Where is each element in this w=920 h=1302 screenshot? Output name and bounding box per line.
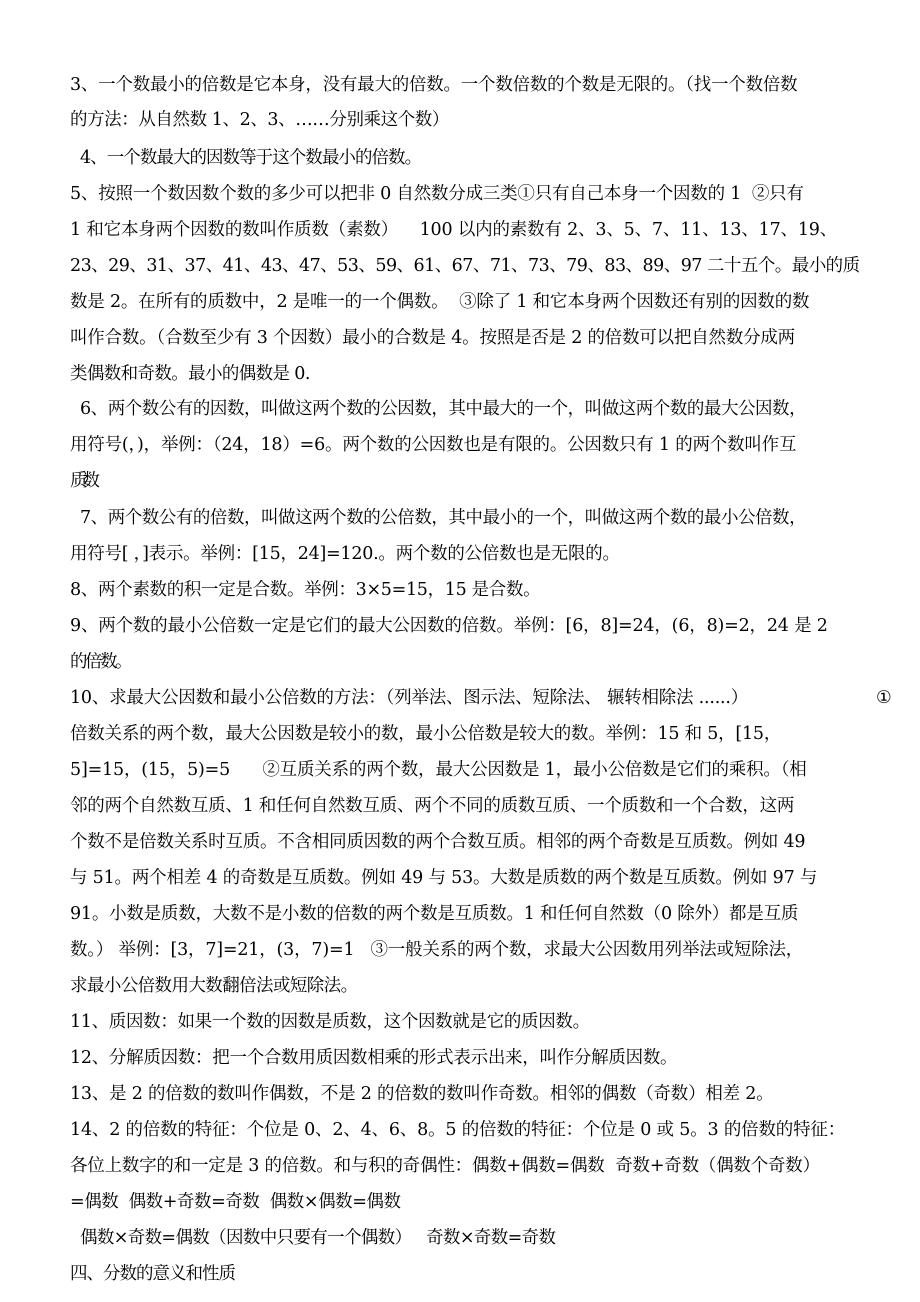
text-line: 9、两个数的最小公倍数一定是它们的最大公因数的倍数。举例：[6，8]=24，(6，8)=2，24 是 2 — [70, 616, 828, 636]
text-line: 10、求最大公因数和最小公倍数的方法：（列举法、图示法、短除法、 辗转相除法 ......） — [70, 688, 749, 708]
text-line: 求最小公倍数用大数翻倍法或短除法。 — [70, 976, 358, 996]
text-line: 的倍数。 — [70, 652, 130, 672]
text-line: 用符号[ ，]表示。举例：[15，24]=120.。两个数的公倍数也是无限的。 — [70, 544, 620, 564]
text-line: 91。小数是质数，大数不是小数的倍数的两个数是互质数。1 和任何自然数（0 除外）都是互质 — [70, 904, 799, 924]
text-line: 13、是 2 的倍数的数叫作偶数，不是 2 的倍数的数叫作奇数。相邻的偶数（奇数）相差 2。 — [70, 1084, 774, 1104]
text-line: 4、一个数最大的因数等于这个数最小的倍数。 — [80, 148, 422, 168]
text-line: 3、一个数最小的倍数是它本身，没有最大的倍数。一个数倍数的个数是无限的。（找一个数倍数 — [70, 75, 798, 95]
text-line: 类偶数和奇数。最小的偶数是 0. — [70, 364, 310, 384]
text-line: 质数 — [70, 471, 95, 491]
text-line: 8、两个素数的积一定是合数。举例：3×5=15，15 是合数。 — [70, 580, 541, 600]
text-line: 叫作合数。（合数至少有 3 个因数）最小的合数是 4。按照是否是 2 的倍数可以把自然数分成两 — [70, 328, 795, 348]
section-heading: 四、分数的意义和性质 — [70, 1264, 235, 1284]
text-line: =偶数 偶数+奇数=奇数 偶数×偶数=偶数 — [70, 1192, 401, 1212]
text-line: 14、2 的倍数的特征：个位是 0、2、4、6、8。5 的倍数的特征：个位是 0 或 5。3 的倍数的特征： — [70, 1120, 846, 1140]
text-line: 各位上数字的和一定是 3 的倍数。和与积的奇偶性：偶数+偶数=偶数 奇数+奇数（偶数个奇数） — [70, 1156, 820, 1176]
text-line: 1 和它本身两个因数的数叫作质数（素数） 100 以内的素数有 2、3、5、7、11、13、17、19、 — [70, 220, 838, 240]
text-line: 数是 2。在所有的质数中，2 是唯一的一个偶数。 ③除了 1 和它本身两个因数还有别的因数的数 — [70, 292, 810, 312]
text-line: 用符号(，)，举例：（24，18）=6。两个数的公因数也是有限的。公因数只有 1 的两个数叫作互 — [70, 435, 797, 455]
text-line: 12、分解质因数：把一个合数用质因数相乘的形式表示出来，叫作分解质因数。 — [70, 1048, 678, 1068]
text-line: 与 51。两个相差 4 的奇数是互质数。例如 49 与 53。大数是质数的两个数是互质数。例如 97 与 — [70, 868, 818, 888]
text-line: 个数不是倍数关系时互质。不含相同质因数的两个合数互质。相邻的两个奇数是互质数。例如 49 — [70, 832, 806, 852]
text-line: 7、两个数公有的倍数，叫做这两个数的公倍数，其中最小的一个，叫做这两个数的最小公倍数， — [80, 508, 807, 528]
text-line: 的方法：从自然数 1、2、3、……分别乘这个数） — [70, 110, 449, 130]
text-line: 23、29、31、37、41、43、47、53、59、61、67、71、73、79、83、89、97 二十五个。最小的质 — [70, 256, 860, 276]
text-line: 11、质因数：如果一个数的因数是质数，这个因数就是它的质因数。 — [70, 1012, 590, 1032]
text-line: 邻的两个自然数互质、1 和任何自然数互质、两个不同的质数互质、一个质数和一个合数，这两 — [70, 796, 795, 816]
text-line: 数。） 举例：[3，7]=21，(3，7)=1 ③一般关系的两个数，求最大公因数用列举法或短除法， — [70, 940, 804, 960]
text-line: 5、按照一个数因数个数的多少可以把非 0 自然数分成三类①只有自己本身一个因数的 1 ②只有 — [70, 184, 804, 204]
text-line: 倍数关系的两个数，最大公因数是较小的数，最小公倍数是较大的数。举例：15 和 5，[15， — [70, 724, 782, 744]
text-line: 5]=15，(15，5)=5 ②互质关系的两个数，最大公因数是 1，最小公倍数是它们的乘积。（相 — [70, 760, 807, 780]
text-line: 6、两个数公有的因数，叫做这两个数的公因数，其中最大的一个，叫做这两个数的最大公因数， — [80, 399, 807, 419]
text-line: 偶数×奇数=偶数（因数中只要有一个偶数） 奇数×奇数=奇数 — [80, 1228, 556, 1248]
circled-one-marker: ① — [876, 688, 892, 708]
